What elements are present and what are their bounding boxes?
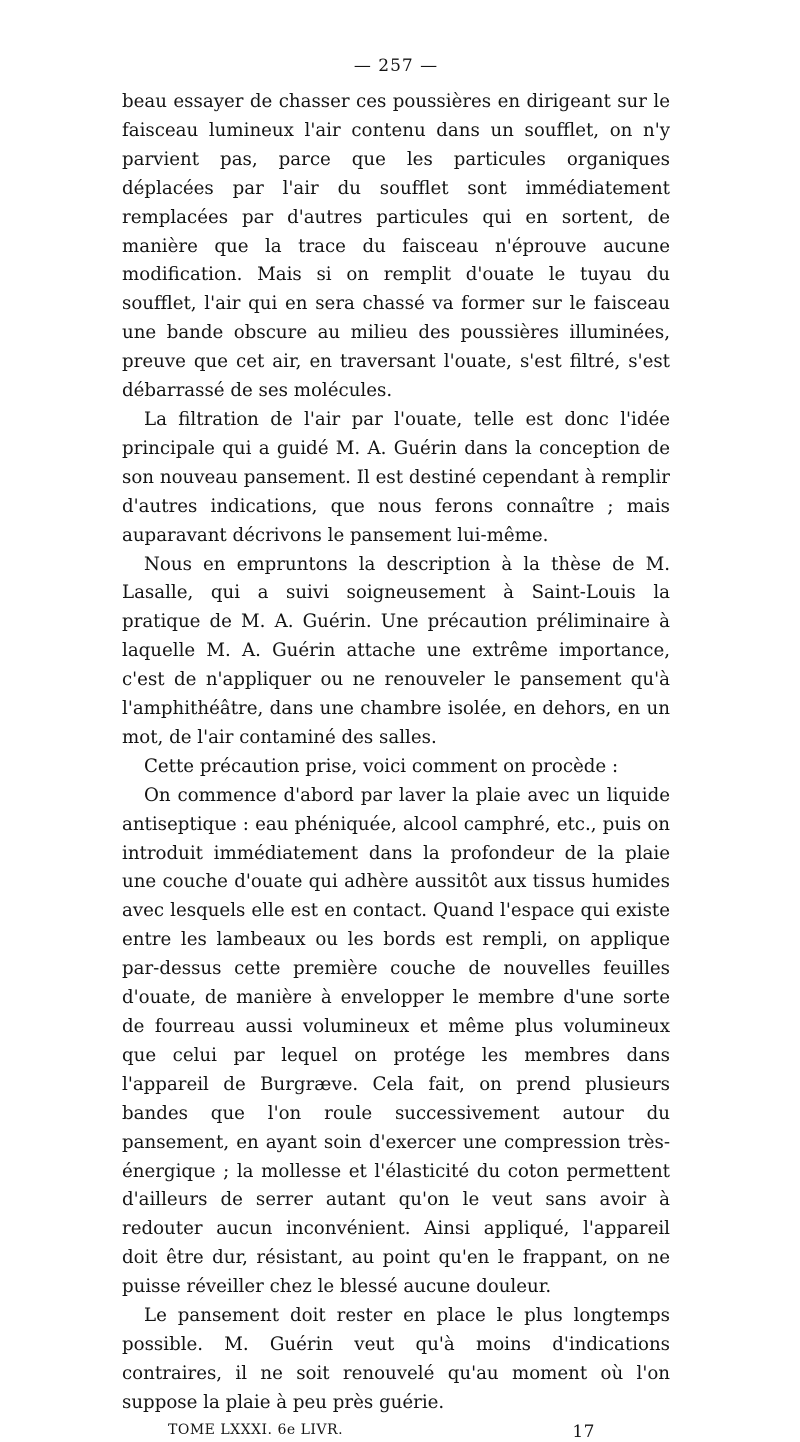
paragraph-6: Le pansement doit rester en place le plus longtemps possible. M. Guérin veut qu'à moins d'indications contraires, il ne soit renouvelé qu'au moment où l'on suppose la plaie à peu près guérie. <box>122 1305 670 1413</box>
paragraph-4: Cette précaution prise, voici comment on procède : <box>144 755 619 777</box>
volume-label: TOME LXXXI. 6e LIVR. <box>168 1421 344 1438</box>
page-number: — 257 — <box>353 56 439 76</box>
paragraph-5: On commence d'abord par laver la plaie avec un liquide antiseptique : eau phéniquée, alcool camphré, etc., puis on introduit immédiatement dans la profondeur de la plaie une couche d'ouate qui adhère aussitôt aux tissus humides avec lesquels elle est en contact. Quand l'espace qui existe entre les lambeaux ou les bords est rempli, on applique par-dessus cette première couche de nouvelles feuilles d'ouate, de manière à envelopper le membre d'une sorte de fourreau aussi volumineux et même plus volumineux que celui par lequel on protége les membres dans l'appareil de Burgræve. Cela fait, on prend plusieurs bandes que l'on roule successivement autour du pansement, en ayant soin d'exercer une compression très-énergique ; la mollesse et l'élasticité du coton permettent d'ailleurs de serrer autant qu'on le veut sans avoir à redouter aucun inconvénient. Ainsi appliqué, l'appareil doit être dur, résistant, au point qu'en le frappant, on ne puisse réveiller chez le blessé aucune douleur. <box>122 784 670 1298</box>
page-footer <box>122 1422 670 1442</box>
paragraph-3: Nous en empruntons la description à la thèse de M. Lasalle, qui a suivi soigneusement à Saint-Louis la pratique de M. A. Guérin. Une précaution préliminaire à laquelle M. A. Guérin attache une extrême importance, c'est de n'appliquer ou ne renouveler le pansement qu'à l'amphithéâtre, dans une chambre isolée, en dehors, en un mot, de l'air contaminé des salles. <box>122 553 670 748</box>
paragraph-2: La filtration de l'air par l'ouate, telle est donc l'idée principale qui a guidé M. A. Guérin dans la conception de son nouveau pansement. Il est destiné cependant à remplir d'autres indications, que nous ferons connaître ; mais auparavant décrivons le pansement lui-même. <box>122 408 670 546</box>
body-text <box>122 88 670 1418</box>
signature-mark: 17 <box>572 1421 595 1442</box>
book-page <box>122 56 670 1442</box>
paragraph-1: beau essayer de chasser ces poussières en dirigeant sur le faisceau lumineux l'air contenu dans un soufflet, on n'y parvient pas, parce que les particules organiques déplacées par l'air du soufflet sont immédiatement remplacées par d'autres particules qui en sortent, de manière que la trace du faisceau n'éprouve aucune modification. Mais si on remplit d'ouate le tuyau du soufflet, l'air qui en sera chassé va former sur le faisceau une bande obscure au milieu des poussières illuminées, preuve que cet air, en traversant l'ouate, s'est filtré, s'est débarrassé de ses molécules. <box>122 91 670 402</box>
